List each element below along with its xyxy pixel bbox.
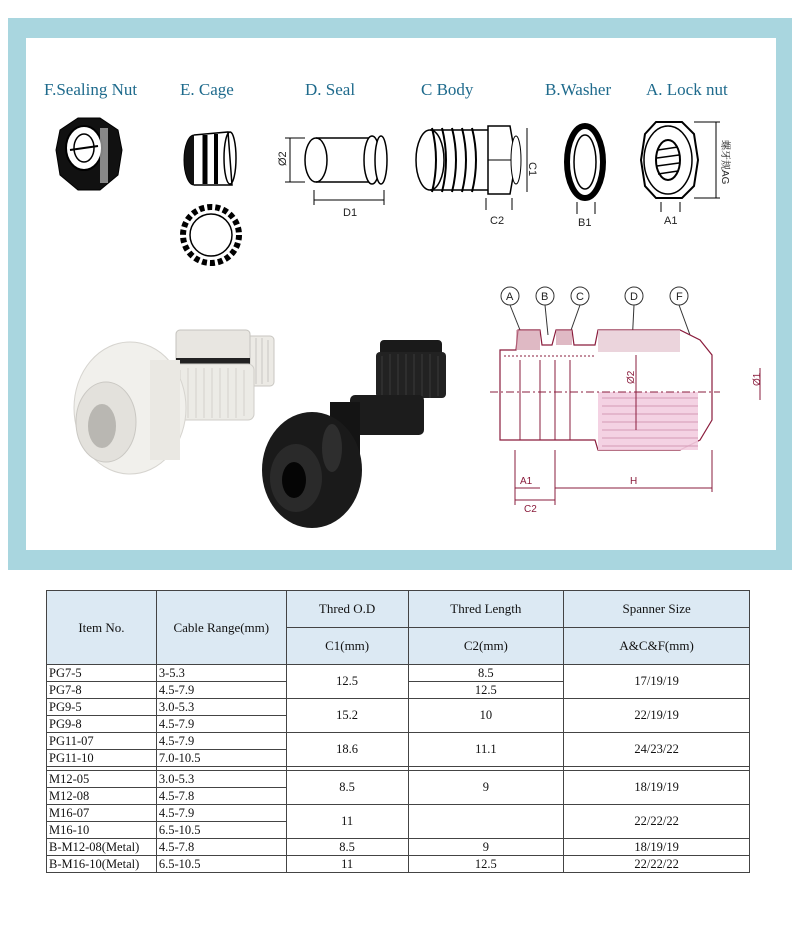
header-spanner-unit: A&C&F(mm) xyxy=(564,628,750,665)
xs-phi1: Ø1 xyxy=(752,372,763,386)
cell-od: 11 xyxy=(286,856,408,873)
cell-len xyxy=(408,805,564,839)
cell-item: B-M16-10(Metal) xyxy=(47,856,157,873)
table-row xyxy=(47,839,750,856)
header-spanner: Spanner Size xyxy=(564,591,750,628)
cell-len: 10 xyxy=(408,699,564,733)
cell-len: 11.1 xyxy=(408,733,564,767)
cell-cable: 4.5-7.8 xyxy=(156,788,286,805)
header-cable: Cable Range(mm) xyxy=(156,591,286,665)
table-header-row xyxy=(47,591,750,628)
label-washer: B.Washer xyxy=(545,80,612,99)
cell-len: 12.5 xyxy=(408,682,564,699)
label-cage: E. Cage xyxy=(180,80,234,99)
table-row xyxy=(47,699,750,716)
cell-item: M12-08 xyxy=(47,788,157,805)
cell-len: 8.5 xyxy=(408,665,564,682)
cell-item: M16-10 xyxy=(47,822,157,839)
cell-cable: 4.5-7.9 xyxy=(156,733,286,750)
washer-drawing xyxy=(567,126,603,214)
header-thread-od: Thred O.D xyxy=(286,591,408,628)
callout-f: F xyxy=(676,291,683,303)
callout-c: C xyxy=(576,291,584,303)
cage-drawing xyxy=(183,132,239,263)
cell-cable: 3.0-5.3 xyxy=(156,699,286,716)
cell-spanner: 22/19/19 xyxy=(564,699,750,733)
cell-item: PG11-10 xyxy=(47,750,157,767)
white-gland-photo xyxy=(74,330,274,474)
cell-spanner: 22/22/22 xyxy=(564,805,750,839)
cell-spanner: 18/19/19 xyxy=(564,771,750,805)
cell-cable: 6.5-10.5 xyxy=(156,856,286,873)
cell-cable: 4.5-7.9 xyxy=(156,805,286,822)
cross-section-drawing xyxy=(490,287,760,505)
cell-od: 8.5 xyxy=(286,839,408,856)
sealing-nut-drawing xyxy=(56,118,122,190)
table-row xyxy=(47,733,750,750)
header-c2: C2(mm) xyxy=(408,628,564,665)
label-lock-nut: A. Lock nut xyxy=(646,80,728,99)
cell-spanner: 22/22/22 xyxy=(564,856,750,873)
cell-od: 18.6 xyxy=(286,733,408,767)
cell-od: 8.5 xyxy=(286,771,408,805)
table-row xyxy=(47,856,750,873)
lock-nut-drawing xyxy=(641,122,720,212)
cell-len: 12.5 xyxy=(408,856,564,873)
dim-ag: 螺牙规AG xyxy=(719,140,730,185)
dim-d2: Ø2 xyxy=(277,151,289,166)
header-thread-len: Thred Length xyxy=(408,591,564,628)
cell-item: PG7-8 xyxy=(47,682,157,699)
xs-c2: C2 xyxy=(524,504,537,515)
cell-item: B-M12-08(Metal) xyxy=(47,839,157,856)
cell-item: PG11-07 xyxy=(47,733,157,750)
label-sealing-nut: F.Sealing Nut xyxy=(44,80,138,99)
cell-od: 15.2 xyxy=(286,699,408,733)
dim-a1: A1 xyxy=(664,215,678,227)
cell-cable: 4.5-7.9 xyxy=(156,682,286,699)
cell-cable: 3-5.3 xyxy=(156,665,286,682)
body-drawing xyxy=(416,126,527,210)
dim-c2: C2 xyxy=(490,215,505,227)
cell-item: M12-05 xyxy=(47,771,157,788)
cell-cable: 7.0-10.5 xyxy=(156,750,286,767)
table-row xyxy=(47,665,750,682)
cell-spanner: 24/23/22 xyxy=(564,733,750,767)
cell-len: 9 xyxy=(408,839,564,856)
cell-od: 11 xyxy=(286,805,408,839)
callout-a: A xyxy=(506,291,514,303)
header-c1: C1(mm) xyxy=(286,628,408,665)
cell-item: M16-07 xyxy=(47,805,157,822)
cell-spanner: 18/19/19 xyxy=(564,839,750,856)
cell-len: 9 xyxy=(408,771,564,805)
xs-h: H xyxy=(630,476,638,487)
cell-item: PG7-5 xyxy=(47,665,157,682)
cell-cable: 3.0-5.3 xyxy=(156,771,286,788)
cell-cable: 6.5-10.5 xyxy=(156,822,286,839)
dim-c1: C1 xyxy=(526,162,538,177)
spec-table xyxy=(46,590,750,873)
cell-cable: 4.5-7.8 xyxy=(156,839,286,856)
callout-d: D xyxy=(630,291,638,303)
cell-od: 12.5 xyxy=(286,665,408,699)
table-row xyxy=(47,805,750,822)
dim-d1: D1 xyxy=(343,207,358,219)
cell-cable: 4.5-7.9 xyxy=(156,716,286,733)
label-body: C Body xyxy=(421,80,474,99)
header-item: Item No. xyxy=(47,591,157,665)
xs-phi2: Ø2 xyxy=(626,370,637,384)
seal-drawing xyxy=(285,136,387,205)
dim-b1: B1 xyxy=(578,217,592,229)
callout-b: B xyxy=(541,291,549,303)
xs-a1: A1 xyxy=(520,476,533,487)
table-row xyxy=(47,771,750,788)
cell-item: PG9-5 xyxy=(47,699,157,716)
cell-item: PG9-8 xyxy=(47,716,157,733)
cell-spanner: 17/19/19 xyxy=(564,665,750,699)
black-gland-photo xyxy=(262,340,446,528)
label-seal: D. Seal xyxy=(305,80,356,99)
